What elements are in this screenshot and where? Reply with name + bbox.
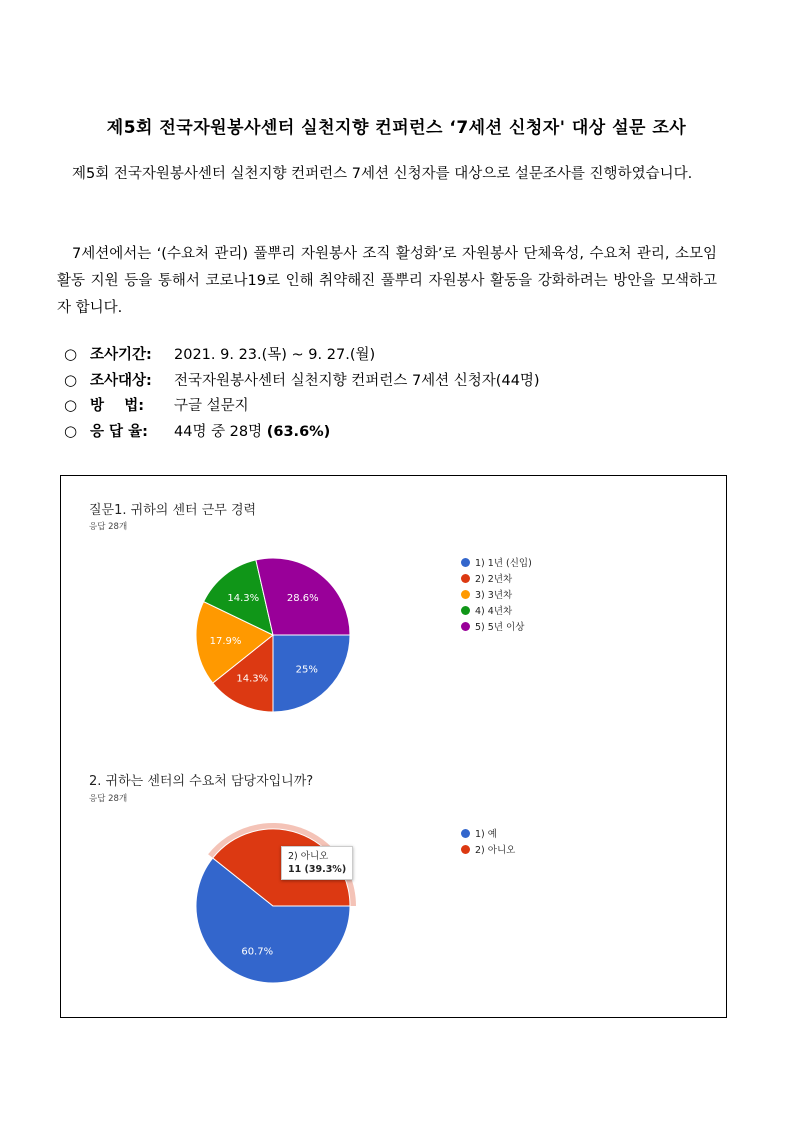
tooltip-category: 2) 아니오 [288, 851, 329, 862]
legend-label: 2) 아니오 [475, 845, 516, 856]
chart2-pie [173, 806, 373, 1006]
legend-label: 1) 예 [475, 829, 497, 840]
slice-label: 14.3% [236, 673, 269, 685]
info-value: 구글 설문지 [174, 398, 249, 414]
legend-item[interactable] [461, 588, 532, 604]
circle-bullet-icon: ○ [64, 370, 78, 389]
survey-method-row [64, 393, 540, 419]
slice-label: 17.9% [209, 635, 242, 647]
info-value: 2021. 9. 23.(목) ~ 9. 27.(월) [174, 347, 376, 363]
intro-paragraph: 제5회 전국자원봉사센터 실천지향 컨퍼런스 7세션 신청자를 대상으로 설문조사를 진행하였습니다. [72, 166, 693, 182]
slice-label: 60.7% [241, 946, 274, 958]
legend-label: 5) 5년 이상 [475, 622, 525, 633]
legend-label: 4) 4년차 [475, 606, 513, 617]
legend-color-icon [461, 829, 470, 838]
survey-info-list [64, 342, 540, 444]
document-title: 제5회 전국자원봉사센터 실천지향 컨퍼런스 ‘7세션 신청자' 대상 설문 조사 [106, 118, 687, 138]
info-value: 전국자원봉사센터 실천지향 컨퍼런스 7세션 신청자(44명) [174, 372, 540, 389]
chart2-legend [461, 827, 515, 859]
legend-label: 2) 2년차 [475, 574, 513, 585]
chart2-tooltip [281, 846, 353, 880]
legend-color-icon [461, 590, 470, 599]
legend-item[interactable] [461, 620, 532, 636]
chart1-subtitle: 응답 28개 [89, 522, 128, 532]
info-label: 응 답 율: [90, 423, 148, 440]
legend-color-icon [461, 574, 470, 583]
legend-label: 3) 3년차 [475, 590, 513, 601]
slice-label: 14.3% [227, 593, 260, 605]
info-label: 조사대상: [90, 372, 152, 389]
survey-period-row [64, 342, 540, 368]
legend-item[interactable] [461, 843, 515, 859]
legend-item[interactable] [461, 827, 515, 843]
chart2-subtitle: 응답 28개 [89, 794, 128, 804]
legend-label: 1) 1년 (신입) [475, 558, 532, 569]
legend-item[interactable] [461, 604, 532, 620]
legend-item[interactable] [461, 572, 532, 588]
info-value: 44명 중 28명 [174, 423, 267, 440]
survey-target-row [64, 368, 540, 394]
response-rate-percent: (63.6%) [266, 423, 331, 440]
chart1-title: 질문1. 귀하의 센터 근무 경력 [89, 503, 257, 518]
chart1-pie [173, 535, 373, 735]
chart1-legend [461, 556, 532, 636]
response-rate-row [64, 419, 540, 445]
slice-label: 28.6% [286, 593, 319, 605]
legend-color-icon [461, 622, 470, 631]
slice-label: 25% [295, 664, 318, 676]
info-label: 조사기간: [90, 347, 152, 363]
legend-color-icon [461, 606, 470, 615]
survey-results-box [60, 475, 727, 1018]
tooltip-value: 11 (39.3%) [288, 864, 347, 875]
circle-bullet-icon: ○ [64, 421, 78, 440]
info-label: 방 법: [90, 398, 145, 414]
chart2-title: 2. 귀하는 센터의 수요처 담당자입니까? [89, 774, 314, 789]
session-paragraph: 7세션에서는 ‘(수요처 관리) 풀뿌리 자원봉사 조직 활성화’로 자원봉사 단체육성, 수요처 관리, 소모임 활동 지원 등을 통해서 코로나19로 인해 취약해진 풀뿌리 자원봉사 활동을 강화하려는 방안을 모색하고자 합니다. [57, 246, 717, 316]
legend-item[interactable] [461, 556, 532, 572]
legend-color-icon [461, 558, 470, 567]
legend-color-icon [461, 845, 470, 854]
circle-bullet-icon: ○ [64, 345, 78, 363]
circle-bullet-icon: ○ [64, 396, 78, 414]
